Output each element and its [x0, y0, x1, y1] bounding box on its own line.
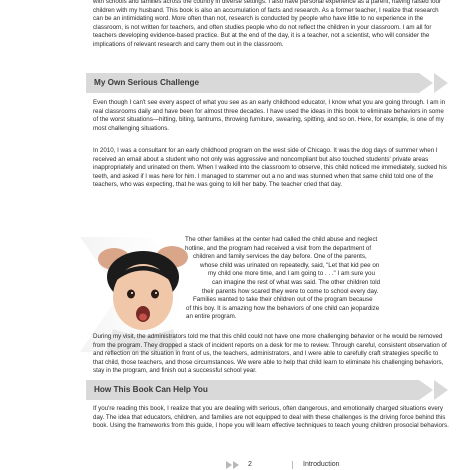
wrap-text-line: children and family services the day before. One of the parents, [193, 253, 367, 261]
footer-chevron-icon [226, 461, 232, 469]
wrap-text-line: their parents how scared they were to come to school every day. [202, 287, 379, 295]
wrap-text-line: whose child was urinated on repeatedly, said, "Let that kid pee on [200, 261, 380, 269]
chevron-icon [434, 73, 448, 93]
section-heading: How This Book Can Help You [94, 385, 208, 394]
section-heading-band [86, 380, 456, 400]
wrap-text-line: hotline, and the program had received a visit from the department of [185, 244, 372, 252]
body-paragraph: If you're reading this book, I realize that you are dealing with serious, often dangerous, and emotionally charged situations every day. The idea that educators, children, and families are not equipped to deal with these challenges is the driving force behind this book. Using the frameworks from this guide, I hope you will learn effective techniques to teach young children prosocial behaviors. [93, 405, 449, 430]
section-heading-band [86, 73, 456, 93]
wrap-text-line: Families wanted to take their children out of the program because [193, 296, 373, 304]
footer-chevron-icon [233, 461, 239, 469]
wrap-text-line: an entire program. [186, 313, 237, 321]
footer-divider [292, 461, 293, 469]
wrap-text-line: my child one more time, and I am going to . . ." I am sure you [208, 270, 375, 278]
footer-section-title: Introduction [303, 461, 340, 468]
wrap-text-line: of this boy. It is amazing how the behaviors of one child can jeopardize [186, 304, 380, 312]
section-heading: My Own Serious Challenge [94, 78, 200, 87]
wrap-text-line: can imagine the rest of what was said. The other children told [212, 279, 381, 286]
page-number: 2 [248, 461, 252, 468]
chevron-icon [434, 380, 448, 400]
body-paragraph: Even though I can't see every aspect of what you see as an early childhood educator, I know what you are going through. I am in real classrooms daily and have been for almost three decades. I have used the ideas in this book to eliminate behaviors in some of the worst situations—hitting, biting, tantrums, throwing furniture, swearing, spitting, and so on. Here, for example, is one of my most challenging situations. [93, 99, 446, 132]
body-paragraph: In 2010, I was a consultant for an early childhood program on the west side of Chicago. It was the dog days of summer when I received an email about a student who not only was aggressive and noncompliant but also touched students' private areas inappropriately and urinated on them. When I walked into the classroom to observe, this child noticed me immediately, sucked his teeth, and asked if I was here for him. I managed to stammer out a no and was stunned when that same child told one of the teachers, who was expecting, that he was going to kill her baby. The teacher cried that day. [93, 147, 447, 189]
body-paragraph: During my visit, the administrators told me that this child could not have one more challenging behavior or he would be removed from the program. They dropped a stack of incident reports on a desk for me to review. Through careful, consistent observation of and reflection on the situation in front of us, the teachers, administrators, and I were able to carefully craft strategies specific to that child, those teachers, and those circumstances. We were able to help that child learn to eliminate his challenging behaviors, stay in the program, and finish out a successful school year. [93, 333, 447, 375]
intro-paragraph: with schools and families across the country in diverse settings. I also have personal experience as a parent, having raised four children with my husband. This book is also an accumulation of facts and research. As a former teacher, I realize that research can be an intimidating word. More often than not, research is conducted by people who have little to no experience in the classroom, is not written for teachers, and often studies people who do not reflect the children in your classroom. I am all for teachers developing evidence-based practice. But at the end of the day, it is a teacher, not a scientist, who will consider the implications of relevant research and carry them out in the classroom. [93, 0, 442, 48]
wrap-text-line: The other families at the center had called the child abuse and neglect [185, 236, 378, 243]
chevron-icon [419, 380, 433, 400]
chevron-icon [419, 73, 433, 93]
